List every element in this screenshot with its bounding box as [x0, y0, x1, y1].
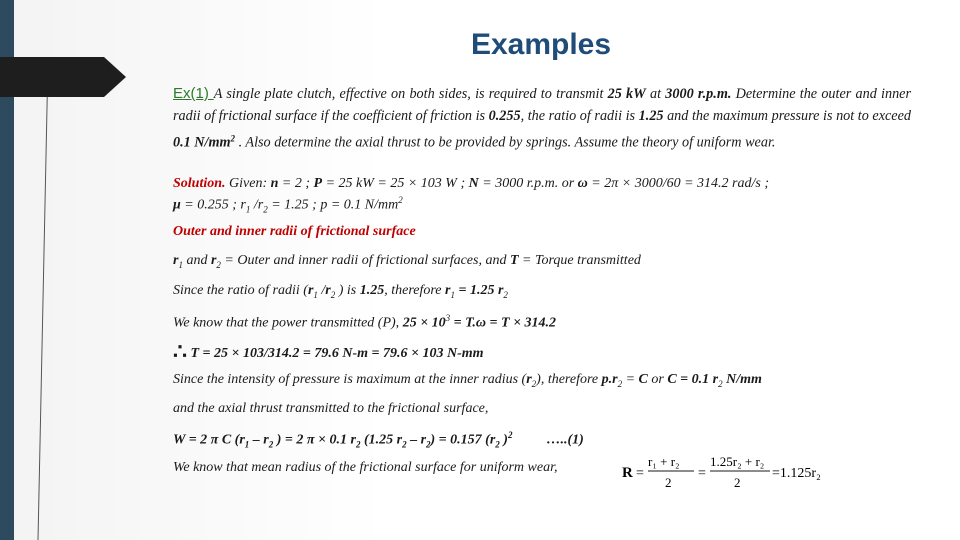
- problem-friction: 0.255: [488, 108, 521, 124]
- problem-text: Determine the outer and inner radii of frictional surface if the coefficient of friction is: [173, 86, 911, 124]
- problem-text: at: [645, 86, 666, 102]
- text: = 25 kW = 25 × 103 W ;: [322, 176, 469, 191]
- mean-radius-line: We know that mean radius of the frictional surface for uniform wear,: [173, 460, 558, 475]
- formula-eq1: =: [636, 466, 644, 481]
- text: We know that the power transmitted (P),: [173, 315, 403, 331]
- text: , therefore: [384, 283, 446, 298]
- text: = 1.25 r: [454, 283, 504, 298]
- problem-text: . Also determine the axial thrust to be provided by springs. Assume the theory of uniform wear.: [235, 134, 776, 151]
- subscript: 2: [216, 259, 221, 270]
- symbol: n: [270, 176, 279, 191]
- given-line-1: [173, 176, 769, 192]
- value: 1.25: [359, 283, 385, 298]
- subscript: 1: [450, 289, 455, 300]
- superscript: 2: [398, 195, 403, 205]
- text: ): [499, 432, 508, 448]
- formula-result: =1.125r₂: [772, 466, 821, 481]
- subscript: 1: [313, 289, 318, 300]
- radii-definition-line: [173, 253, 641, 270]
- thrust-line: and the axial thrust transmitted to the frictional surface,: [173, 401, 489, 416]
- text: = Torque transmitted: [518, 253, 641, 268]
- text: T = 25 × 103/314.2 = 79.6 N-m = 79.6 × 103 N-mm: [187, 346, 484, 361]
- problem-text: A single plate clutch, effective on both sides, is required to transmit: [213, 86, 608, 102]
- formula-den1: 2: [665, 475, 672, 490]
- symbol: T: [509, 253, 519, 268]
- symbol: r: [526, 372, 532, 387]
- pressure-line: [173, 372, 762, 389]
- symbol: P: [313, 176, 323, 191]
- title-arrow-shape: [0, 57, 126, 97]
- problem-text: and the maximum pressure is not to exceed: [663, 108, 911, 124]
- superscript: 2: [230, 133, 236, 143]
- slide-title: Examples: [470, 28, 612, 61]
- equation-number: …..(1): [546, 432, 584, 448]
- example-label: Ex(1): [173, 85, 214, 102]
- subscript: 2: [617, 378, 623, 389]
- text: C = 0.1 r: [667, 372, 719, 387]
- symbol: r: [173, 253, 179, 268]
- text: and: [182, 253, 211, 268]
- symbol: r: [210, 253, 217, 268]
- superscript: 2: [507, 430, 513, 440]
- subscript: 2: [426, 439, 431, 450]
- text: Since the ratio of radii (: [173, 283, 308, 298]
- problem-statement: [173, 83, 911, 154]
- text: or: [647, 372, 668, 387]
- text: W = 2 π C (r: [173, 432, 245, 448]
- formula-num2: 1.25r₂ + r₂: [710, 454, 765, 469]
- text: ) is: [335, 283, 360, 298]
- subscript: 2: [355, 439, 361, 450]
- subscript: 1: [244, 439, 250, 450]
- symbol: C: [638, 372, 648, 387]
- text: = T.ω = T × 314.2: [450, 315, 557, 331]
- therefore-symbol: ∴: [173, 339, 187, 364]
- text: = 0.255 ; r: [180, 197, 246, 213]
- text: = 2 ;: [278, 176, 314, 191]
- problem-speed: 3000 r.p.m.: [665, 86, 732, 102]
- text: = Outer and inner radii of frictional surfaces, and: [220, 253, 510, 268]
- problem-text: , the ratio of radii is: [520, 108, 639, 124]
- formula-R: R: [622, 465, 633, 481]
- text: /r: [250, 197, 264, 213]
- formula-den2: 2: [734, 475, 741, 490]
- text: = 2π × 3000/60 = 314.2 rad/s ;: [587, 176, 769, 191]
- subscript: 1: [178, 259, 183, 270]
- text: =: [622, 372, 639, 387]
- text: Since the intensity of pressure is maximum at the inner radius (: [173, 372, 527, 387]
- subscript: 2: [531, 378, 537, 389]
- superscript: 3: [445, 313, 451, 323]
- symbol: μ: [173, 197, 181, 213]
- formula-eq2: =: [698, 466, 706, 481]
- power-line: [173, 313, 556, 332]
- axial-thrust-equation: [173, 430, 584, 449]
- text: ) = 2 π × 0.1 r: [273, 432, 356, 448]
- problem-pressure: 0.1 N/mm: [173, 134, 231, 151]
- solution-label: Solution.: [173, 176, 226, 191]
- given-line-2: [173, 195, 403, 214]
- torque-line: [173, 339, 484, 365]
- text: ) = 0.157 (r: [430, 432, 496, 448]
- subscript: 2: [495, 439, 500, 450]
- mean-radius-formula: [620, 452, 830, 492]
- subscript: 2: [263, 204, 268, 215]
- ratio-line: [173, 283, 508, 300]
- text: = 3000 r.p.m. or: [478, 176, 578, 191]
- section-heading: Outer and inner radii of frictional surface: [173, 224, 416, 239]
- symbol: r: [325, 283, 331, 298]
- problem-ratio: 1.25: [638, 108, 664, 124]
- subscript: 2: [503, 289, 508, 300]
- text: N/mm: [722, 372, 762, 387]
- text: /: [317, 283, 326, 298]
- problem-power: 25 kW: [607, 86, 646, 102]
- symbol: p.r: [601, 372, 618, 387]
- text: – r: [249, 432, 269, 448]
- subscript: 2: [330, 289, 336, 300]
- text: 25 × 10: [402, 315, 446, 331]
- subscript: 2: [402, 439, 407, 450]
- text: (1.25 r: [360, 432, 403, 448]
- symbol: r: [445, 283, 451, 298]
- text: – r: [406, 432, 427, 448]
- symbol: N: [468, 176, 479, 191]
- subscript: 1: [245, 204, 251, 215]
- text: = 1.25 ; p = 0.1 N/mm: [267, 197, 399, 213]
- subscript: 2: [268, 439, 274, 450]
- symbol: r: [307, 283, 314, 298]
- subscript: 2: [718, 378, 723, 389]
- text: Given:: [225, 176, 271, 191]
- symbol: ω: [577, 176, 588, 191]
- formula-num1: r₁ + r₂: [648, 454, 680, 469]
- text: ), therefore: [536, 372, 602, 387]
